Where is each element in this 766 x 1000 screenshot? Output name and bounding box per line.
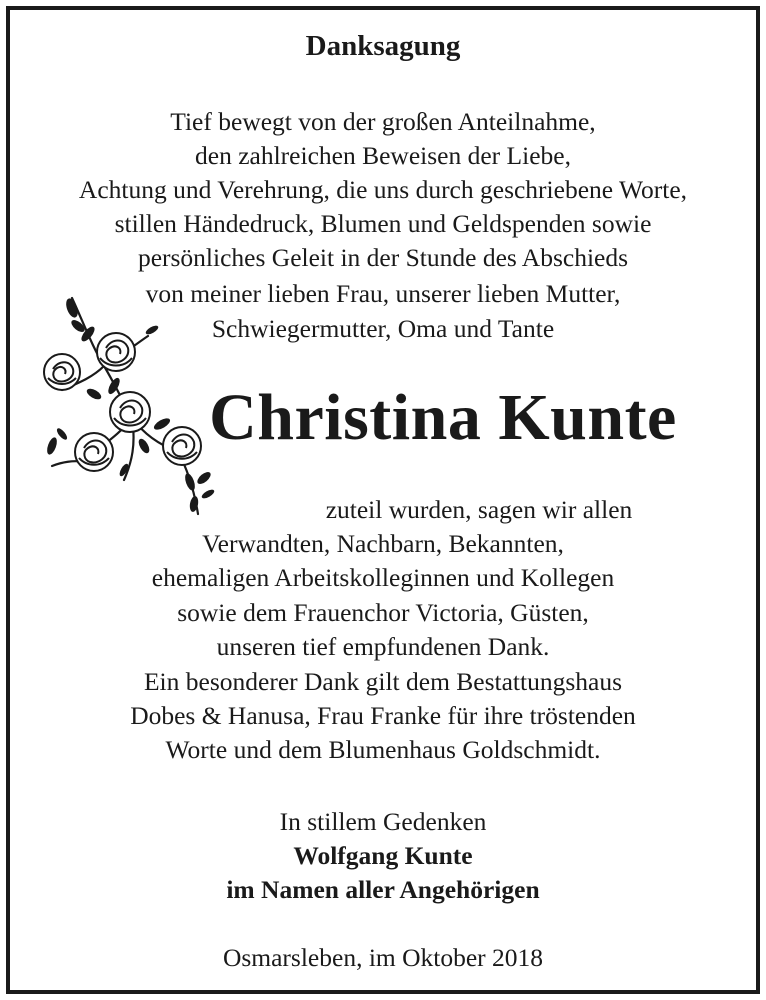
thanks-line: Dobes & Hanusa, Frau Franke für ihre tröstenden <box>130 701 636 730</box>
intro-line: Schwiegermutter, Oma und Tante <box>211 314 555 343</box>
thanks-line: Ein besonderer Dank gilt dem Bestattungshaus <box>143 667 623 696</box>
place-date: Osmarsleben, im Oktober 2018 <box>222 943 544 972</box>
thanks-line: zuteil wurden, sagen wir allen <box>325 495 633 524</box>
intro-line: Achtung und Verehrung, die uns durch geschriebene Worte, <box>78 175 688 204</box>
signer-note: im Namen aller Angehörigen <box>226 875 540 904</box>
thanks-line: sowie dem Frauenchor Victoria, Güsten, <box>177 598 589 627</box>
signer-name: Wolfgang Kunte <box>293 841 473 870</box>
obituary-notice <box>6 6 760 994</box>
thanks-line: unseren tief empfundenen Dank. <box>216 632 550 661</box>
closing-line: In stillem Gedenken <box>279 807 487 836</box>
thanks-line: Worte und dem Blumenhaus Goldschmidt. <box>165 735 601 764</box>
intro-line: persönliches Geleit in der Stunde des Abschieds <box>137 243 629 272</box>
notice-heading: Danksagung <box>305 30 461 62</box>
deceased-name: Christina Kunte <box>209 381 677 454</box>
intro-line: Tief bewegt von der großen Anteilnahme, <box>170 107 596 136</box>
intro-line: von meiner lieben Frau, unserer lieben Mutter, <box>145 279 621 308</box>
intro-line: den zahlreichen Beweisen der Liebe, <box>195 141 571 170</box>
thanks-line: ehemaligen Arbeitskolleginnen und Kollegen <box>151 563 615 592</box>
intro-line: stillen Händedruck, Blumen und Geldspenden sowie <box>114 209 652 238</box>
thanks-line: Verwandten, Nachbarn, Bekannten, <box>202 529 564 558</box>
